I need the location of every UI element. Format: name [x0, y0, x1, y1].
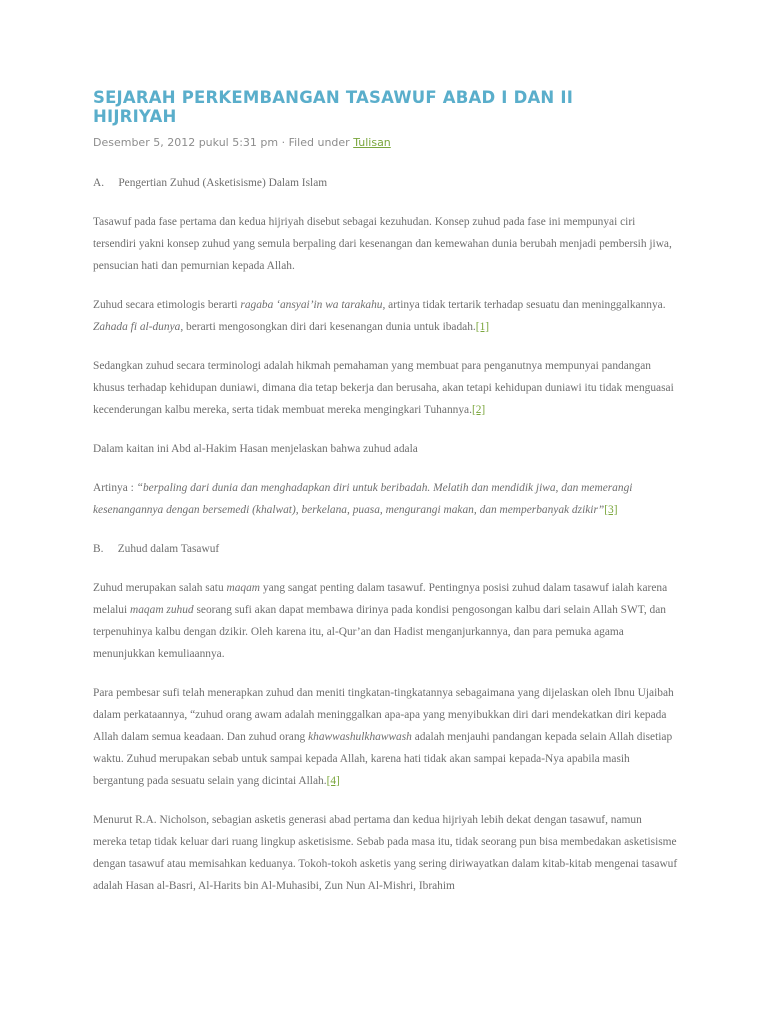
paragraph-3 — [93, 355, 678, 421]
paragraph-5 — [93, 477, 678, 521]
paragraph-6 — [93, 577, 678, 665]
text-run: Zuhud secara etimologis berarti — [93, 299, 241, 311]
footnote-link-1[interactable]: [1] — [475, 321, 490, 333]
text-run: seorang sufi akan dapat membawa dirinya pada kondisi pengosongan kalbu dari selain Allah SWT, dan terpenuhinya kalbu dengan dzikir. Oleh karena itu, al-Qur’an dan Hadist menganjurkannya, dan para pemuka agama menunjukkan kemuliaannya. — [93, 604, 666, 660]
italic-term: ragaba ‘ansyai’in wa tarakahu, — [240, 299, 386, 311]
paragraph-8: Menurut R.A. Nicholson, sebagian asketis generasi abad pertama dan kedua hijriyah lebih dekat dengan tasawuf, namun mereka tetap tidak keluar dari ruang lingkup asketisisme. Sebab pada masa itu, tidak seorang pun bisa membedakan asketisisme dengan tasawuf atau memisahkan keduanya. Tokoh-tokoh asketis yang sering diriwayatkan dalam kitab-kitab mengenai tasawuf adalah Hasan al-Basri, Al-Harits bin Al-Muhasibi, Zun Nun Al-Mishri, Ibrahim — [93, 814, 678, 892]
post-body — [93, 172, 678, 914]
footnote-link-2[interactable]: [2] — [471, 404, 486, 416]
text-run: adalah menjauhi pandangan kepada selain Allah disetiap waktu. Zuhud merupakan sebab untuk sampai kepada Allah, karena hati tidak akan sampai kepada-Nya apabila masih bergantung pada sesuatu selain yang dicintai Allah. — [93, 731, 673, 787]
italic-term: maqam — [226, 582, 261, 594]
section-title-b: Zuhud dalam Tasawuf — [117, 543, 220, 555]
post-meta — [93, 136, 391, 149]
text-run: artinya tidak tertarik terhadap sesuatu dan meninggalkannya. — [385, 299, 666, 311]
post-date: Desember 5, 2012 pukul 5:31 pm · Filed under — [93, 136, 354, 149]
text-run: Artinya : — [93, 482, 137, 494]
footnote-link-4[interactable]: [4] — [326, 775, 340, 787]
paragraph-2 — [93, 294, 678, 338]
text-run: Sedangkan zuhud secara terminologi adalah hikmah pemahaman yang membuat para penganutnya mempunyai pandangan khusus terhadap kehidupan duniawi, dimana dia tetap bekerja dan berusaha, akan tetapi kehidupan duniawi itu tidak menguasai kecenderungan kalbu mereka, serta tidak membuat mereka mengingkari Tuhannya. — [93, 360, 674, 416]
paragraph-7 — [93, 682, 678, 792]
text-run: yang sangat penting dalam tasawuf. Pentingnya posisi zuhud dalam tasawuf ialah karena melalui — [93, 582, 668, 616]
italic-term: khawwashulkhawwash — [308, 731, 412, 743]
text-run: Para pembesar sufi telah menerapkan zuhud dan meniti tingkatan-tingkatannya sebagaimana yang dijelaskan oleh Ibnu Ujaibah dalam perkataannya, “zuhud orang awam adalah meninggalkan apa-apa yang menyibukkan diri dari mendekatkan diri kepada Allah dalam semua keadaan. Dan zuhud orang — [93, 687, 674, 743]
italic-quote: “berpaling dari dunia dan menghadapkan diri untuk beribadah. Melatih dan mendidik jiwa, dan memerangi kesenangannya dengan bersemedi (khalwat), berkelana, puasa, mengurangi makan, dan memperbanyak dzikir” — [93, 482, 633, 516]
italic-term: maqam zuhud — [130, 604, 194, 616]
post-title: SEJARAH PERKEMBANGAN TASAWUF ABAD I DAN II HIJRIYAH — [93, 88, 574, 126]
footnote-link-3[interactable]: [3] — [604, 504, 618, 516]
text-run: Zuhud merupakan salah satu — [93, 582, 227, 594]
section-heading-a — [93, 172, 678, 194]
paragraph-4: Dalam kaitan ini Abd al-Hakim Hasan menjelaskan bahwa zuhud adala — [93, 443, 418, 455]
text-run: berarti mengosongkan diri dari kesenangan dunia untuk ibadah. — [183, 321, 476, 333]
italic-term: Zahada fi al-dunya, — [93, 321, 184, 333]
section-heading-b — [93, 538, 678, 560]
category-link[interactable]: Tulisan — [353, 136, 391, 149]
section-marker-a: A. — [93, 177, 105, 189]
paragraph-1: Tasawuf pada fase pertama dan kedua hijriyah disebut sebagai kezuhudan. Konsep zuhud pada fase ini mempunyai ciri tersendiri yakni konsep zuhud yang semula berpaling dari kesenangan dan kemewahan dunia berubah menjadi pembersih jiwa, pensucian hati dan pemurnian kepada Allah. — [93, 216, 672, 272]
section-marker-b: B. — [93, 543, 104, 555]
section-title-a: Pengertian Zuhud (Asketisisme) Dalam Islam — [118, 177, 328, 189]
